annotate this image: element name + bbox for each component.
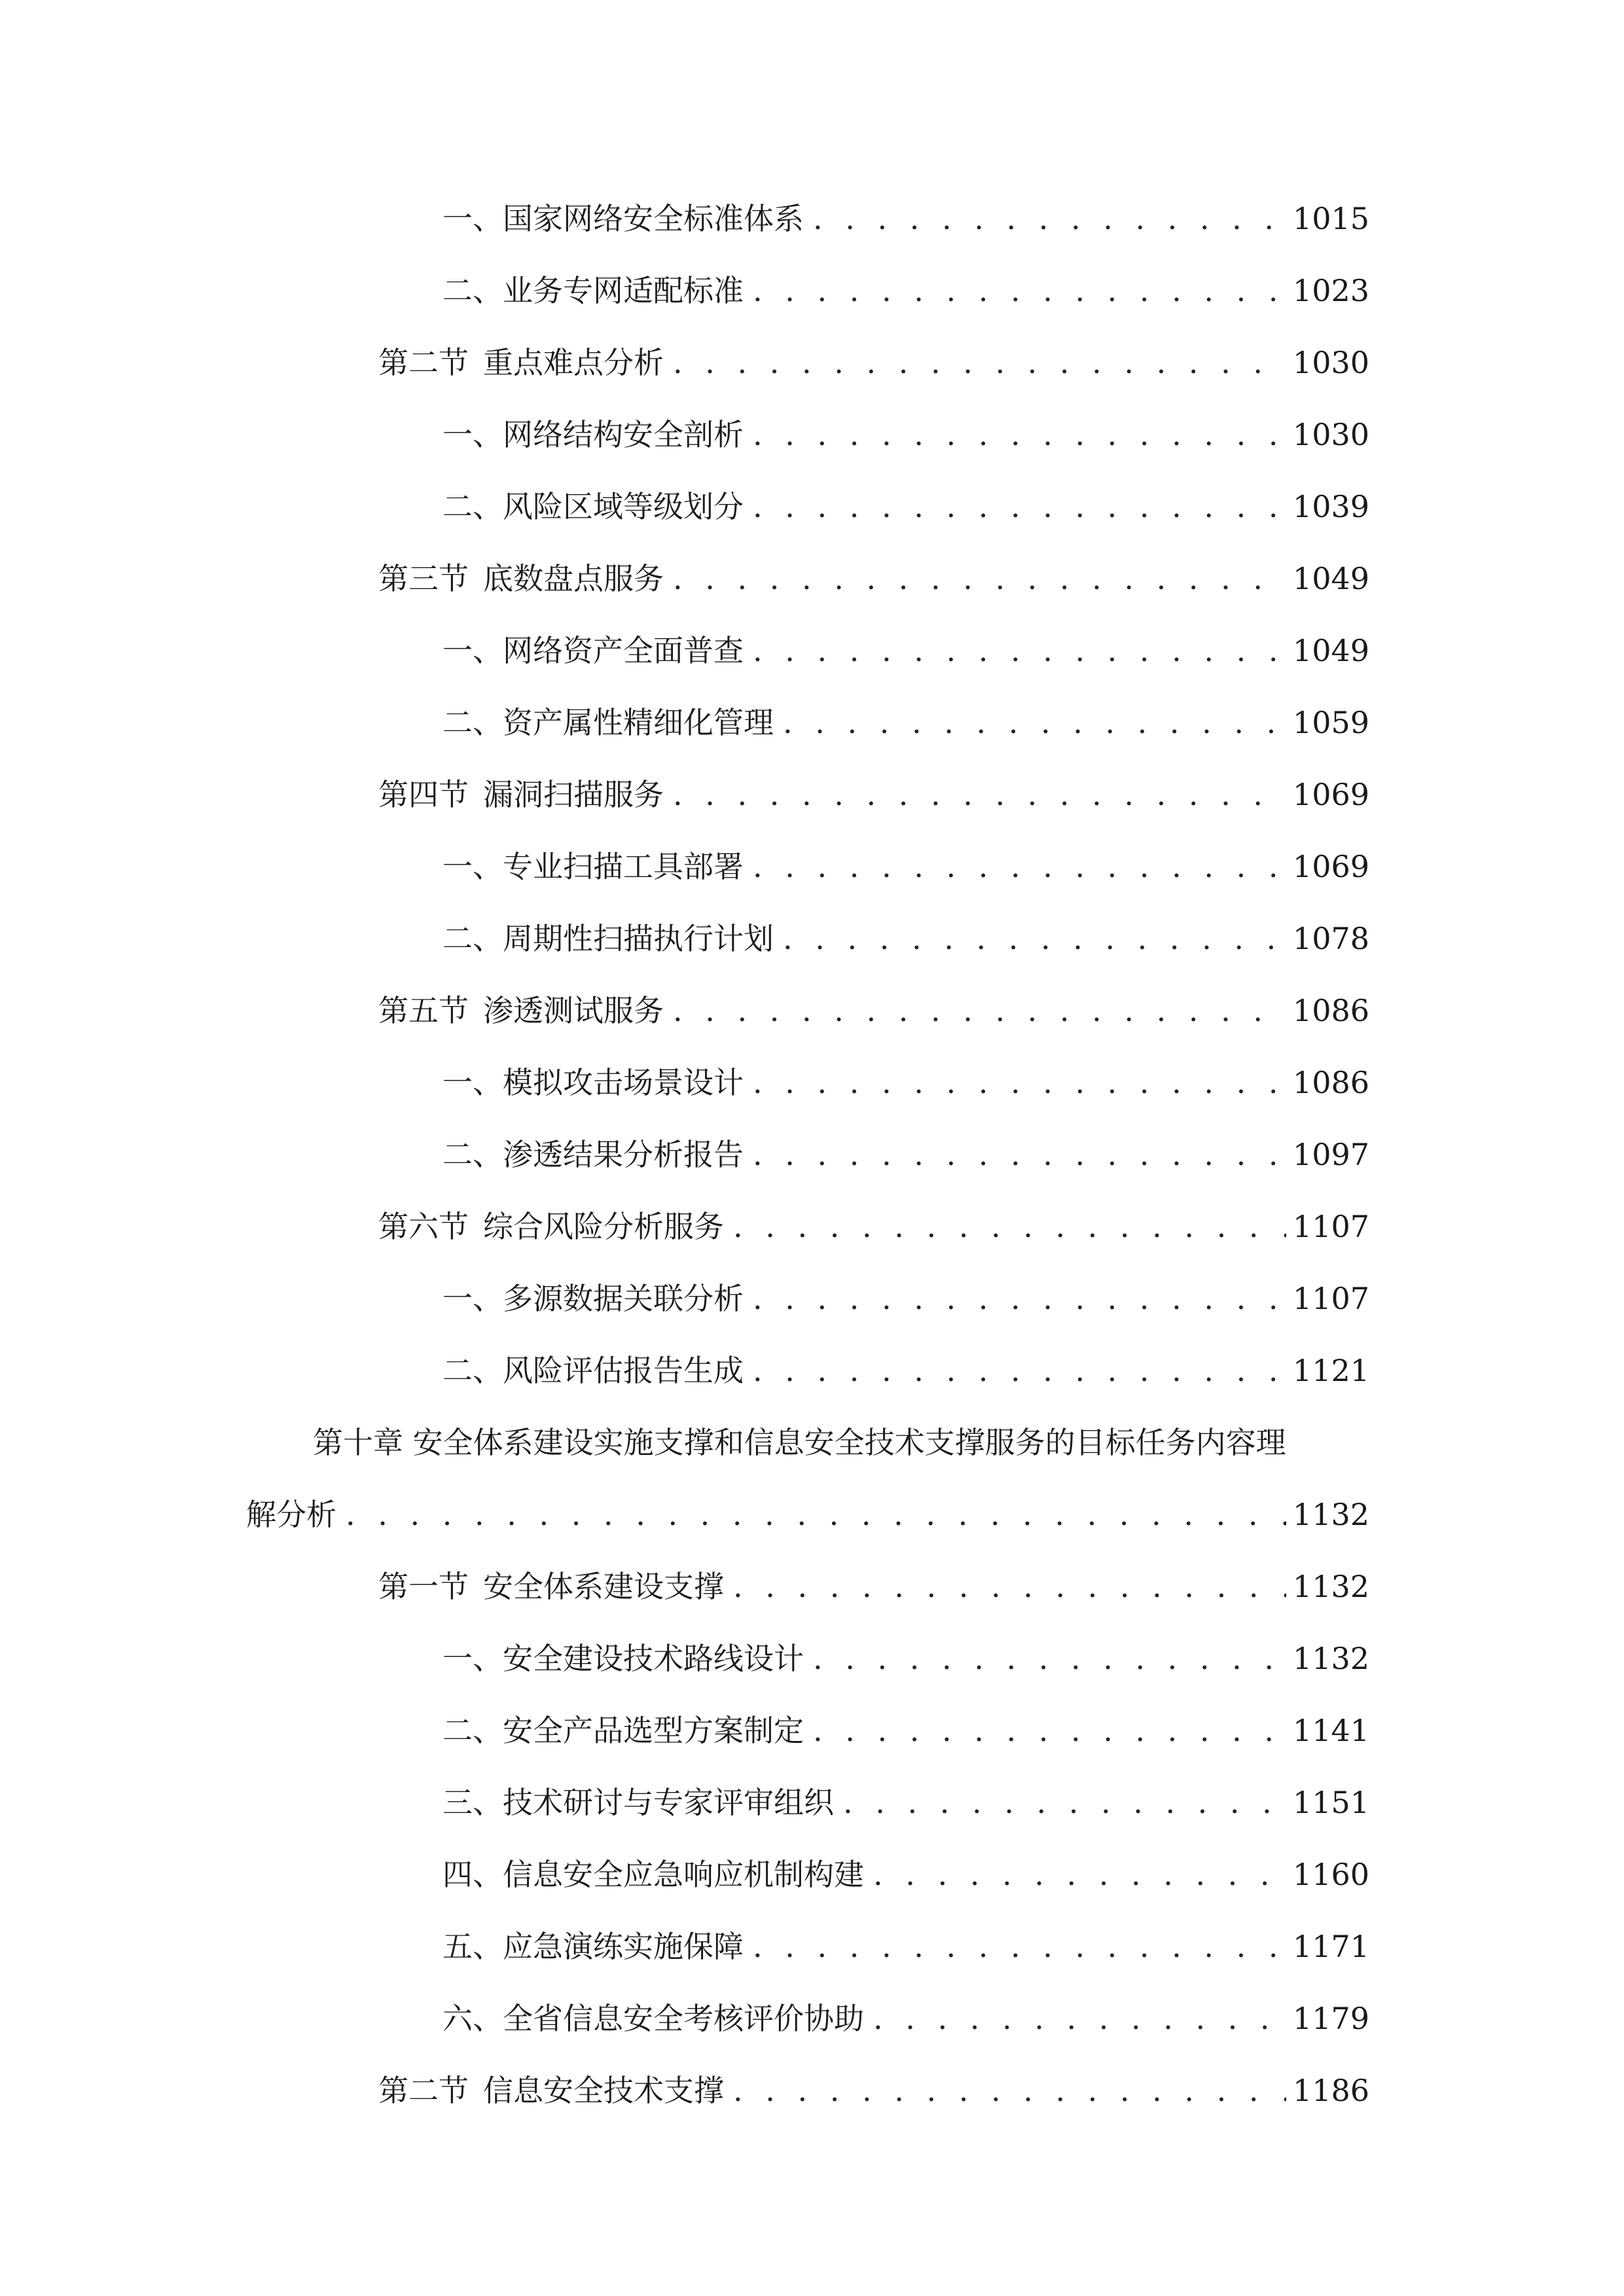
toc-entry[interactable]: [442, 1711, 1369, 1750]
toc-entry-page: 1023: [1292, 273, 1369, 308]
dot-leader: [813, 1639, 1286, 1678]
toc-entry-page: 1078: [1292, 921, 1369, 956]
dot-leader: [873, 1855, 1286, 1894]
toc-entry-number: 第四节: [378, 777, 469, 812]
toc-entry-title: 安全体系建设支撑: [483, 1569, 724, 1604]
dot-leader: [783, 919, 1286, 958]
chapter-title-line2: 解分析: [246, 1497, 336, 1532]
toc-entry[interactable]: [378, 1207, 1369, 1246]
toc-entry[interactable]: [378, 2071, 1369, 2110]
toc-entry-number: 一、: [442, 633, 503, 668]
toc-entry-number: 一、: [442, 417, 503, 452]
toc-entry[interactable]: [378, 343, 1369, 382]
toc-entry-number: 二、: [442, 921, 503, 956]
toc-entry-page: 1069: [1292, 849, 1369, 884]
dot-leader: [753, 1063, 1286, 1102]
toc-entry-page: 1049: [1292, 561, 1369, 596]
toc-entry-number: 四、: [442, 1857, 503, 1892]
toc-entry-title: 信息安全应急响应机制构建: [503, 1857, 864, 1892]
toc-entry-title: 渗透测试服务: [483, 993, 664, 1028]
toc-entry-number: 一、: [442, 1065, 503, 1100]
toc-entry[interactable]: [442, 919, 1369, 958]
toc-entry-title: 业务专网适配标准: [503, 273, 744, 308]
toc-entry-page: 1132: [1292, 1641, 1369, 1676]
dot-leader: [733, 1207, 1286, 1246]
toc-entry-page: 1069: [1292, 777, 1369, 812]
toc-entry-number: 第五节: [378, 993, 469, 1028]
toc-entry[interactable]: [442, 1351, 1369, 1390]
toc-entry-page: 1059: [1292, 705, 1369, 740]
toc-entry[interactable]: [442, 703, 1369, 742]
toc-entry[interactable]: [442, 1639, 1369, 1678]
dot-leader: [843, 1783, 1286, 1822]
toc-entry-number: 第一节: [378, 1569, 469, 1604]
toc-entry-number: 一、: [442, 849, 503, 884]
toc-entry-page: 1030: [1292, 345, 1369, 380]
dot-leader: [813, 1711, 1286, 1750]
dot-leader: [753, 847, 1286, 886]
toc-entry-page: 1030: [1292, 417, 1369, 452]
toc-entry[interactable]: [442, 1783, 1369, 1822]
toc-entry-number: 五、: [442, 1929, 503, 1964]
toc-entry-title: 风险区域等级划分: [503, 489, 744, 524]
toc-entry-title: 重点难点分析: [483, 345, 664, 380]
dot-leader: [753, 1135, 1286, 1174]
toc-entry-title: 综合风险分析服务: [483, 1209, 724, 1244]
toc-entry-title: 网络结构安全剖析: [503, 417, 744, 452]
toc-entry[interactable]: [378, 1567, 1369, 1606]
toc-entry-title: 安全产品选型方案制定: [503, 1713, 804, 1748]
toc-entry-title: 周期性扫描执行计划: [503, 921, 774, 956]
toc-entry-number: 一、: [442, 201, 503, 236]
toc-entry-number: 一、: [442, 1641, 503, 1676]
toc-entry-page: 1160: [1292, 1857, 1369, 1892]
toc-entry[interactable]: [442, 1927, 1369, 1966]
toc-entry-number: 六、: [442, 2001, 503, 2036]
dot-leader: [813, 199, 1286, 238]
dot-leader: [733, 1567, 1286, 1606]
toc-entry-number: 三、: [442, 1785, 503, 1820]
chapter-title-line1[interactable]: 第十章 安全体系建设实施支撑和信息安全技术支撑服务的目标任务内容理: [313, 1425, 1286, 1460]
toc-entry[interactable]: [442, 1999, 1369, 2038]
toc-entry-page: 1039: [1292, 489, 1369, 524]
toc-entry-title: 应急演练实施保障: [503, 1929, 744, 1964]
toc-entry-number: 一、: [442, 1281, 503, 1316]
dot-leader: [753, 415, 1286, 454]
toc-entry-number: 第六节: [378, 1209, 469, 1244]
toc-entry-title: 网络资产全面普查: [503, 633, 744, 668]
toc-entry-title: 技术研讨与专家评审组织: [503, 1785, 834, 1820]
toc-entry[interactable]: [378, 991, 1369, 1030]
toc-entry[interactable]: [378, 559, 1369, 598]
toc-entry[interactable]: [442, 487, 1369, 526]
toc-entry-title: 模拟攻击场景设计: [503, 1065, 744, 1100]
toc-entry-page: 1086: [1292, 993, 1369, 1028]
chapter-entry[interactable]: [246, 1495, 1369, 1534]
toc-entry-page: 1132: [1292, 1569, 1369, 1604]
toc-entry[interactable]: [442, 1279, 1369, 1318]
toc-entry[interactable]: [442, 631, 1369, 670]
toc-entry-page: 1151: [1292, 1785, 1369, 1820]
toc-entry-page: 1107: [1292, 1281, 1369, 1316]
toc-entry-number: 二、: [442, 1713, 503, 1748]
chapter-page: 1132: [1292, 1497, 1369, 1532]
toc-entry-number: 第二节: [378, 345, 469, 380]
toc-entry-title: 全省信息安全考核评价协助: [503, 2001, 864, 2036]
dot-leader: [753, 271, 1286, 310]
toc-entry-page: 1015: [1292, 201, 1369, 236]
toc-entry-page: 1186: [1292, 2073, 1369, 2108]
toc-entry-page: 1097: [1292, 1137, 1369, 1172]
dot-leader: [753, 1351, 1286, 1390]
dot-leader: [733, 2071, 1286, 2110]
toc-entry-title: 漏洞扫描服务: [483, 777, 664, 812]
toc-entry-title: 安全建设技术路线设计: [503, 1641, 804, 1676]
toc-entry-page: 1141: [1292, 1713, 1369, 1748]
toc-entry-title: 国家网络安全标准体系: [503, 201, 804, 236]
dot-leader: [673, 775, 1286, 814]
toc-entry[interactable]: [442, 415, 1369, 454]
toc-entry-title: 信息安全技术支撑: [483, 2073, 724, 2108]
toc-entry-number: 二、: [442, 705, 503, 740]
toc-entry[interactable]: [442, 199, 1369, 238]
toc-entry[interactable]: [378, 775, 1369, 814]
toc-entry-page: 1107: [1292, 1209, 1369, 1244]
toc-entry-title: 资产属性精细化管理: [503, 705, 774, 740]
toc-entry[interactable]: [442, 1855, 1369, 1894]
toc-entry-number: 二、: [442, 273, 503, 308]
toc-entry-number: 二、: [442, 489, 503, 524]
toc-entry-page: 1121: [1292, 1353, 1369, 1388]
toc-entry-title: 专业扫描工具部署: [503, 849, 744, 884]
toc-entry-title: 渗透结果分析报告: [503, 1137, 744, 1172]
toc-entry[interactable]: [442, 847, 1369, 886]
toc-entry-number: 第二节: [378, 2073, 469, 2108]
toc-entry-title: 风险评估报告生成: [503, 1353, 744, 1388]
toc-entry[interactable]: [442, 1135, 1369, 1174]
dot-leader: [673, 991, 1286, 1030]
dot-leader: [873, 1999, 1286, 2038]
dot-leader: [673, 343, 1286, 382]
dot-leader: [673, 559, 1286, 598]
dot-leader: [753, 631, 1286, 670]
dot-leader: [346, 1495, 1286, 1534]
dot-leader: [753, 1927, 1286, 1966]
toc-entry-page: 1086: [1292, 1065, 1369, 1100]
toc-entry[interactable]: [442, 1063, 1369, 1102]
toc-entry-title: 底数盘点服务: [483, 561, 664, 596]
toc-entry-number: 二、: [442, 1353, 503, 1388]
toc-entry-number: 二、: [442, 1137, 503, 1172]
toc-entry-page: 1171: [1292, 1929, 1369, 1964]
dot-leader: [783, 703, 1286, 742]
dot-leader: [753, 1279, 1286, 1318]
toc-entry-page: 1049: [1292, 633, 1369, 668]
toc-entry-number: 第三节: [378, 561, 469, 596]
dot-leader: [753, 487, 1286, 526]
toc-entry-title: 多源数据关联分析: [503, 1281, 744, 1316]
toc-entry-page: 1179: [1292, 2001, 1369, 2036]
toc-entry[interactable]: [442, 271, 1369, 310]
